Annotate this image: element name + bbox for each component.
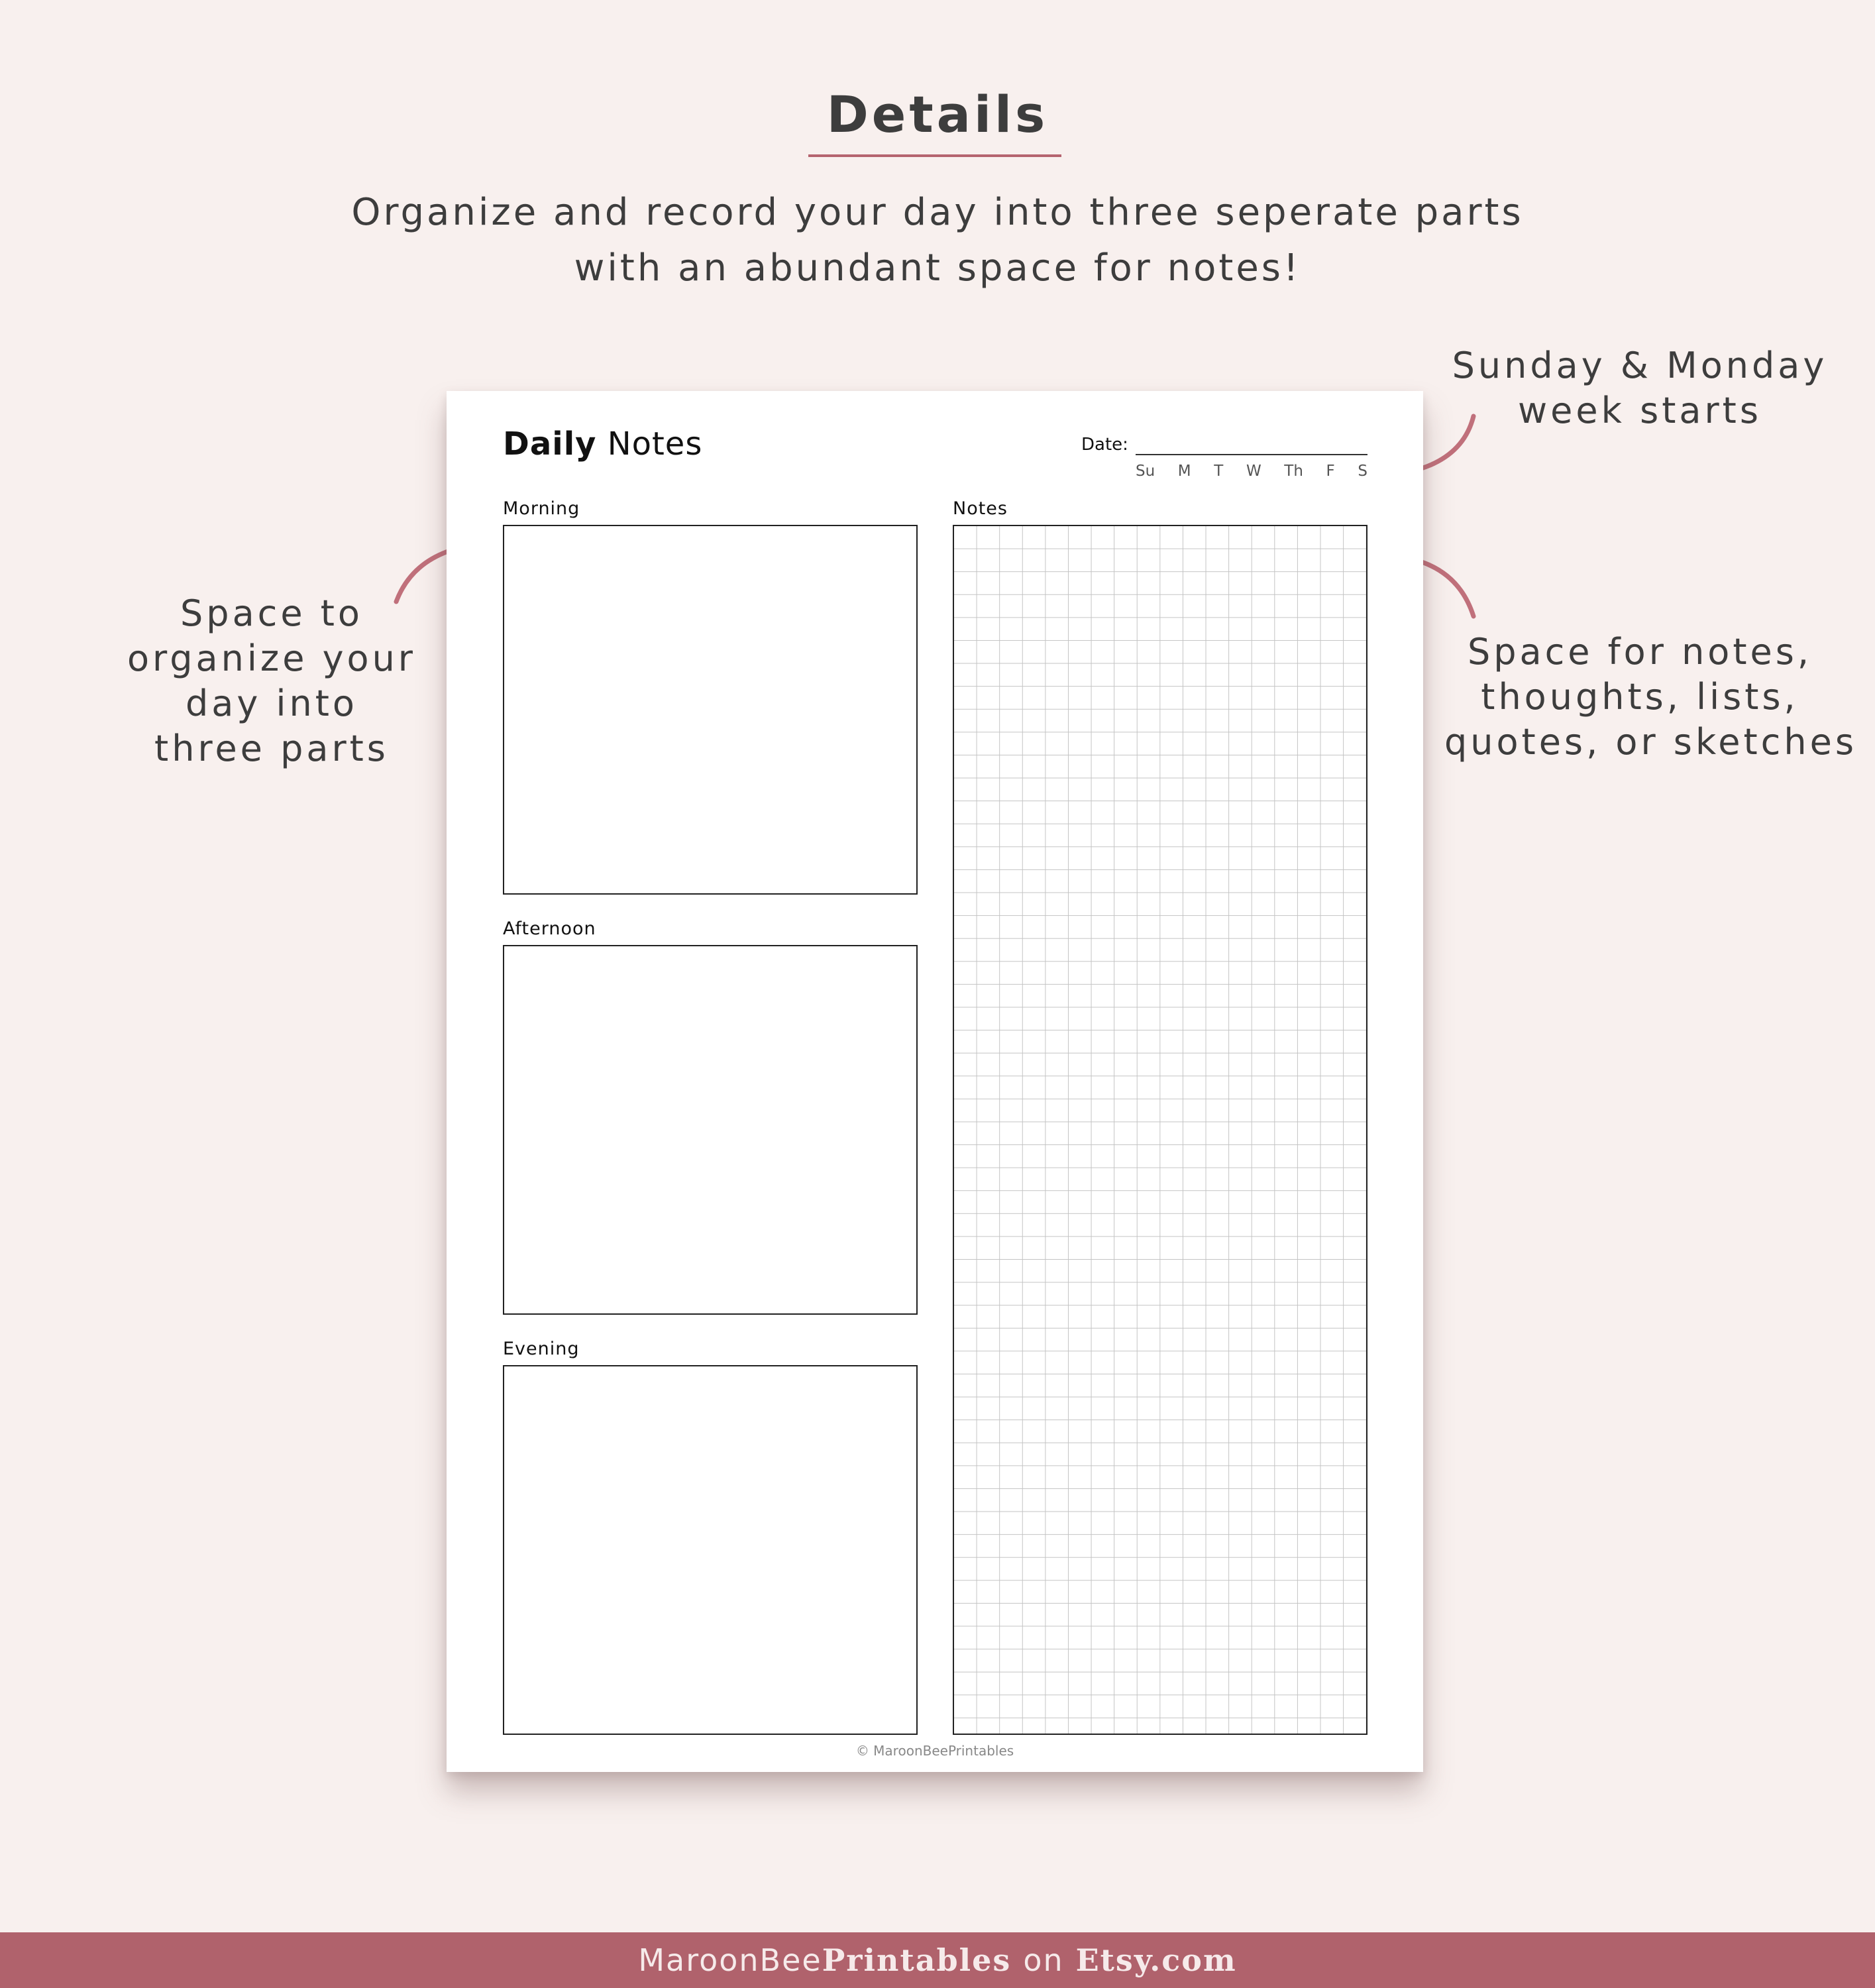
footer-bar	[0, 1932, 1875, 1988]
weekday: W	[1246, 463, 1261, 480]
callout-line: Space to	[180, 592, 363, 634]
callout-line: quotes, or sketches	[1444, 721, 1857, 763]
callout-week-starts	[1444, 343, 1835, 433]
weekday: T	[1214, 463, 1224, 480]
weekday: Su	[1136, 463, 1155, 480]
callout-line: week starts	[1518, 390, 1762, 431]
page-heading: Details	[826, 85, 1049, 144]
footer-site-link[interactable]: Etsy.com	[1075, 1942, 1237, 1978]
subtitle-line-2: with an abundant space for notes!	[574, 247, 1301, 290]
weekday: F	[1326, 463, 1335, 480]
callout-line: organize your	[127, 637, 417, 679]
sheet-title-regular: Notes	[607, 425, 703, 463]
weekday: Th	[1284, 463, 1303, 480]
subtitle-line-1: Organize and record your day into three seperate parts	[351, 191, 1524, 234]
notes-label: Notes	[953, 498, 1008, 519]
sheet-title-bold: Daily	[503, 425, 597, 463]
callout-line: three parts	[154, 728, 389, 769]
callout-three-parts	[119, 591, 424, 771]
morning-label: Morning	[503, 498, 580, 519]
afternoon-label: Afternoon	[503, 918, 596, 939]
afternoon-box	[503, 945, 918, 1315]
footer-connector: on	[1023, 1942, 1064, 1978]
sheet-title	[503, 425, 702, 463]
callout-line: Space for notes,	[1467, 631, 1813, 673]
evening-box	[503, 1365, 918, 1735]
callout-line: thoughts, lists,	[1481, 676, 1799, 718]
notes-grid	[953, 525, 1367, 1735]
morning-box	[503, 525, 918, 895]
callout-line: day into	[186, 683, 358, 724]
weekday-row	[1136, 463, 1367, 480]
footer-brand-bold: Printables	[822, 1942, 1012, 1978]
heading-underline	[808, 154, 1061, 157]
weekday: M	[1177, 463, 1191, 480]
weekday: S	[1358, 463, 1367, 480]
callout-line: Sunday & Monday	[1452, 345, 1828, 386]
date-label: Date:	[1081, 435, 1128, 455]
evening-label: Evening	[503, 1339, 580, 1359]
copyright-text: © MaroonBeePrintables	[855, 1743, 1014, 1759]
date-field	[1136, 454, 1367, 455]
planner-sheet	[447, 391, 1423, 1772]
callout-notes-space	[1444, 630, 1857, 765]
footer-brand-light: MaroonBee	[638, 1942, 822, 1978]
